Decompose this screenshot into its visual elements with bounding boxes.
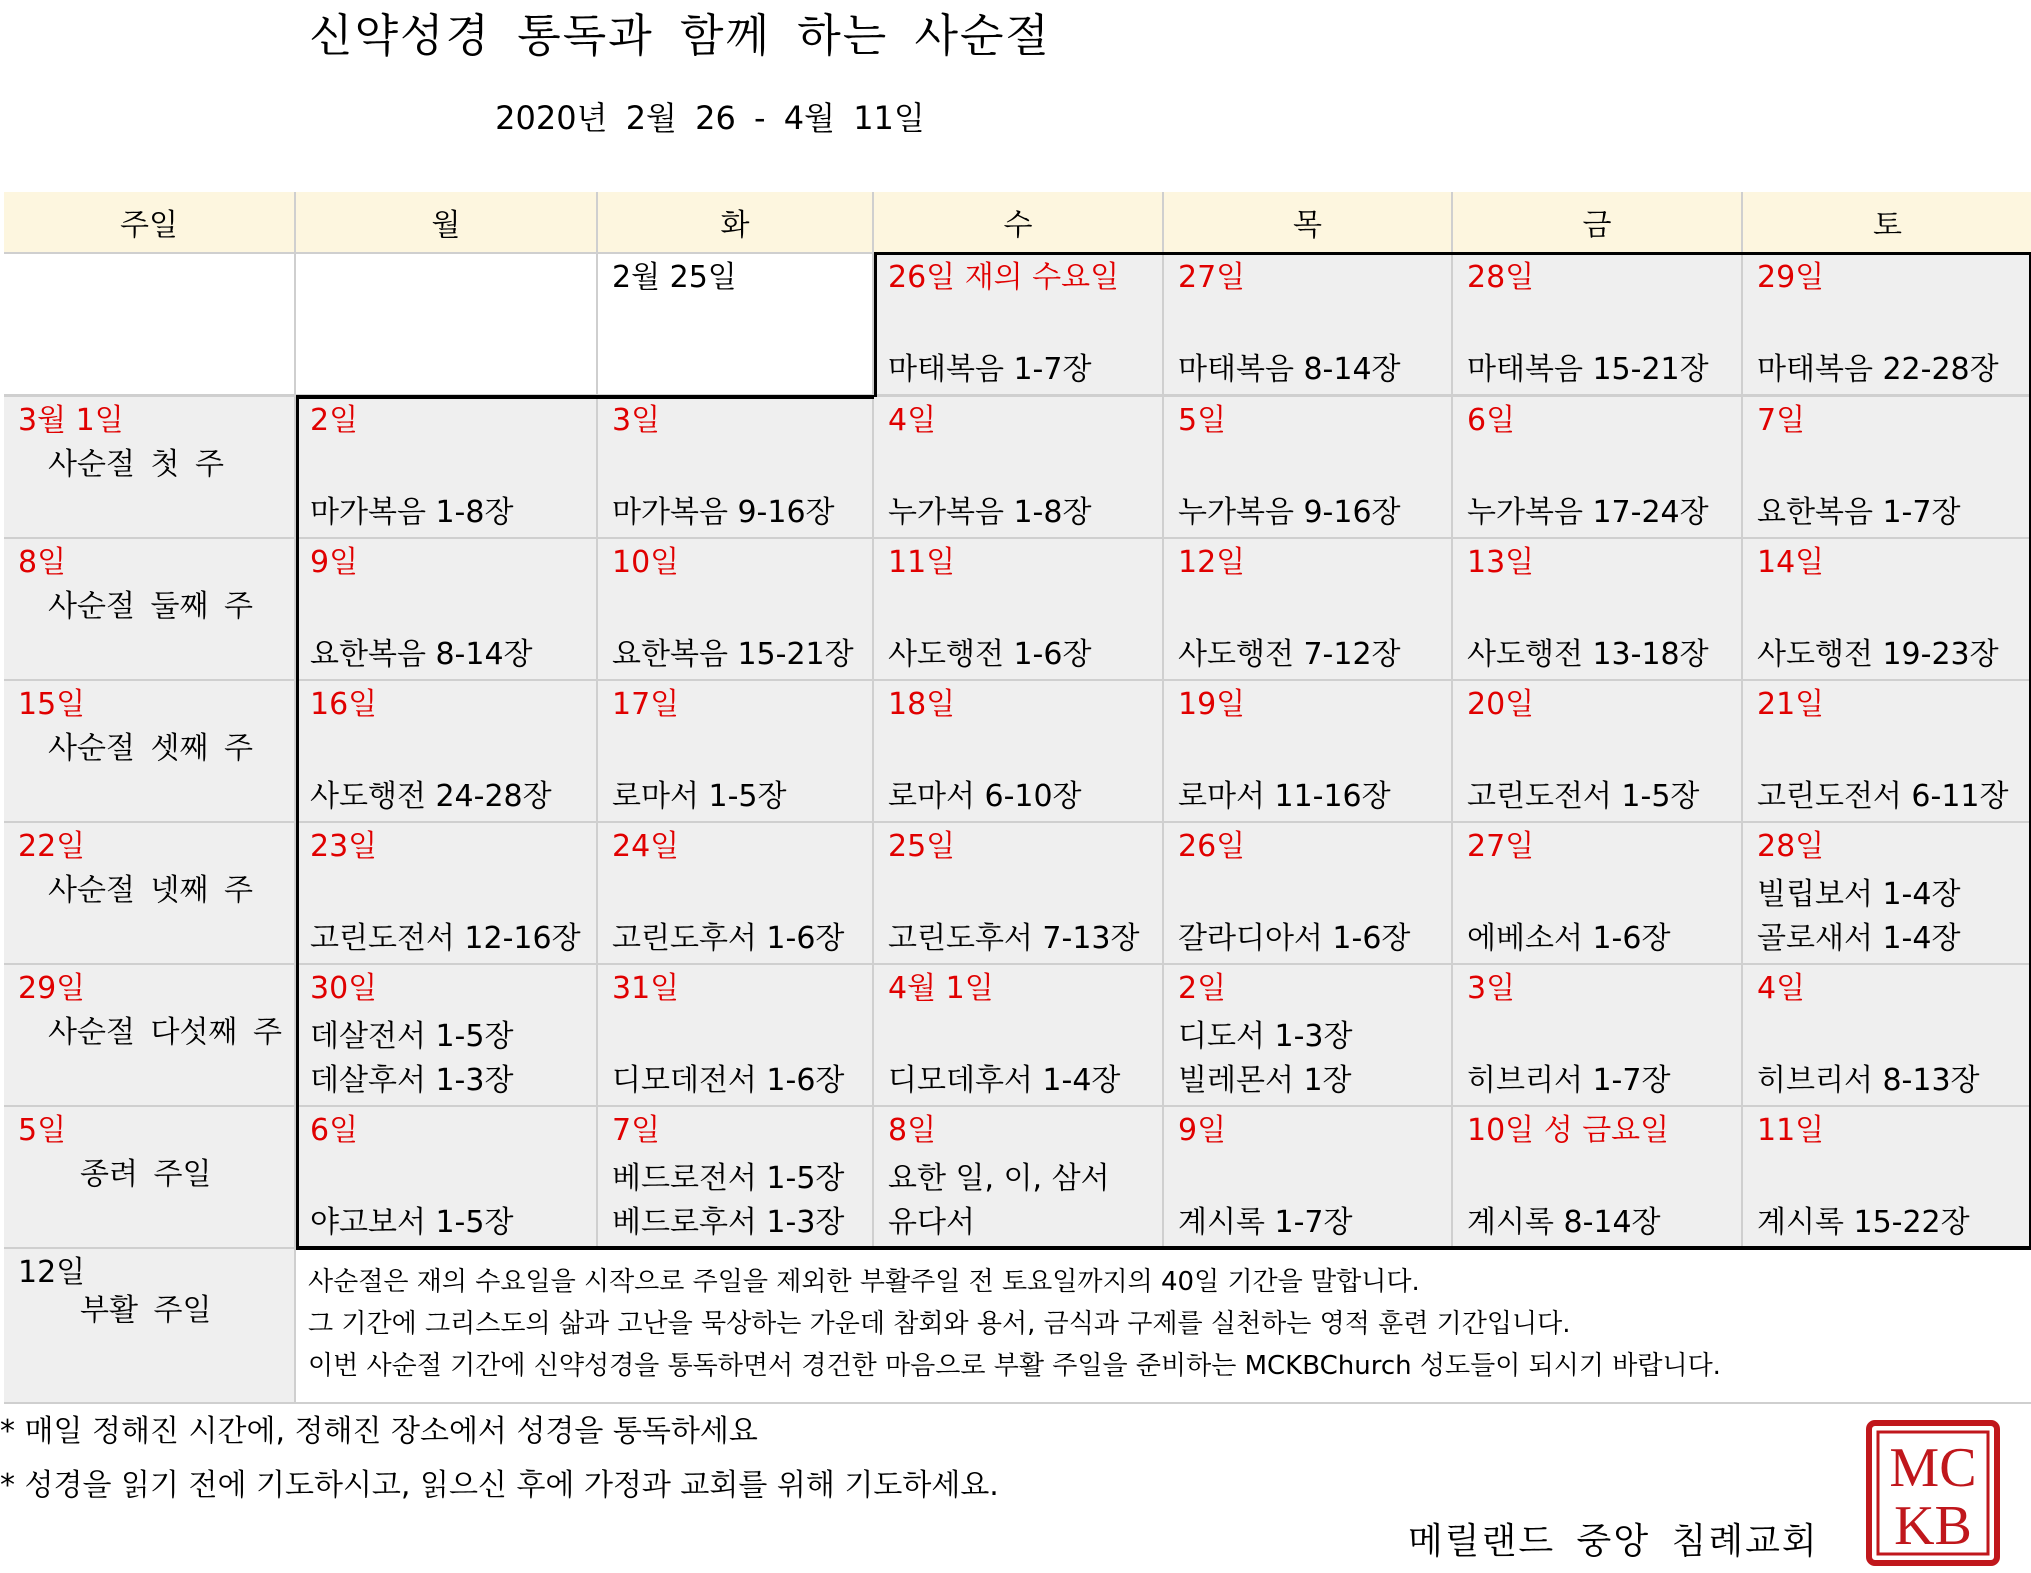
daily-reading xyxy=(888,348,1156,392)
day-cell xyxy=(874,397,1162,537)
day-cell xyxy=(874,823,1162,963)
sunday-cell xyxy=(4,1107,294,1247)
sunday-date: 29일 xyxy=(18,971,86,1006)
day-date: 7일 xyxy=(612,1113,661,1148)
day-date: 6일 xyxy=(1467,403,1516,438)
svg-text:KB: KB xyxy=(1894,1495,1972,1557)
daily-reading xyxy=(888,491,1156,535)
daily-reading xyxy=(888,633,1156,677)
daily-reading xyxy=(1178,348,1445,392)
day-cell xyxy=(874,254,1162,394)
day-cell xyxy=(1743,1107,2031,1247)
reading-line: 베드로후서 1-3장 xyxy=(612,1205,845,1240)
reading-line: 로마서 1-5장 xyxy=(612,779,787,814)
day-date: 26일 xyxy=(1178,829,1246,864)
day-date: 10일 성 금요일 xyxy=(1467,1113,1670,1148)
day-date: 31일 xyxy=(612,971,680,1006)
day-cell xyxy=(1453,681,1741,821)
sunday-date: 22일 xyxy=(18,829,86,864)
reading-line: 고린도전서 6-11장 xyxy=(1757,779,2009,814)
daily-reading xyxy=(1757,1201,2026,1245)
reading-line: 골로새서 1-4장 xyxy=(1757,921,1961,956)
day-date: 26일 재의 수요일 xyxy=(888,260,1120,295)
day-date: 18일 xyxy=(888,687,956,722)
weekday-header: 금 xyxy=(1453,192,1741,252)
daily-reading xyxy=(310,1201,590,1245)
daily-reading xyxy=(1467,1201,1735,1245)
day-date: 12일 xyxy=(1178,545,1246,580)
sunday-cell xyxy=(4,539,294,679)
sunday-date: 3월 1일 xyxy=(18,403,124,438)
daily-reading xyxy=(1178,1015,1445,1103)
daily-reading xyxy=(612,1157,866,1245)
weekday-header: 주일 xyxy=(4,192,294,252)
day-cell xyxy=(1164,681,1451,821)
reading-line: 요한 일, 이, 삼서 xyxy=(888,1161,1110,1196)
day-cell xyxy=(598,254,872,394)
day-date: 27일 xyxy=(1178,260,1246,295)
day-date: 7일 xyxy=(1757,403,1806,438)
day-cell xyxy=(598,823,872,963)
reading-line: 빌립보서 1-4장 xyxy=(1757,877,1961,912)
day-cell xyxy=(598,965,872,1105)
reading-line: 고린도후서 7-13장 xyxy=(888,921,1140,956)
date-range-subtitle: 2020년 2월 26 - 4월 11일 xyxy=(495,99,925,137)
lent-period-border xyxy=(874,252,2031,255)
day-cell xyxy=(296,254,596,394)
day-date: 3일 xyxy=(1467,971,1516,1006)
day-cell xyxy=(296,397,596,537)
reading-line: 로마서 6-10장 xyxy=(888,779,1082,814)
daily-reading xyxy=(888,1157,1156,1245)
sunday-cell xyxy=(4,823,294,963)
day-cell xyxy=(1453,539,1741,679)
day-cell xyxy=(874,965,1162,1105)
lent-period-border xyxy=(874,254,877,397)
reading-line: 계시록 15-22장 xyxy=(1757,1205,1970,1240)
day-cell xyxy=(1453,397,1741,537)
daily-reading xyxy=(310,633,590,677)
day-date: 9일 xyxy=(1178,1113,1227,1148)
day-date: 17일 xyxy=(612,687,680,722)
footnote-1: * 매일 정해진 시간에, 정해진 장소에서 성경을 통독하세요 xyxy=(0,1414,758,1449)
day-cell xyxy=(598,539,872,679)
reading-line: 디모데전서 1-6장 xyxy=(612,1063,845,1098)
reading-line: 사도행전 19-23장 xyxy=(1757,637,1999,672)
day-date: 3일 xyxy=(612,403,661,438)
daily-reading xyxy=(1757,775,2026,819)
day-date: 24일 xyxy=(612,829,680,864)
weekday-header: 수 xyxy=(874,192,1162,252)
church-name: 메릴랜드 중앙 침례교회 xyxy=(1408,1521,1819,1562)
reading-line: 마태복음 8-14장 xyxy=(1178,352,1401,387)
reading-line: 히브리서 8-13장 xyxy=(1757,1063,1980,1098)
reading-line: 요한복음 8-14장 xyxy=(310,637,533,672)
day-cell xyxy=(296,681,596,821)
day-cell xyxy=(1743,681,2031,821)
day-date: 25일 xyxy=(888,829,956,864)
day-cell xyxy=(1164,965,1451,1105)
week-label: 사순절 다섯째 주 xyxy=(48,1015,282,1050)
description-line: 사순절은 재의 수요일을 시작으로 주일을 제외한 부활주일 전 토요일까지의 40일 기간을 말합니다. xyxy=(308,1267,1420,1297)
reading-line: 디모데후서 1-4장 xyxy=(888,1063,1121,1098)
lent-period-border xyxy=(296,395,874,399)
day-date: 13일 xyxy=(1467,545,1535,580)
day-cell xyxy=(874,681,1162,821)
daily-reading xyxy=(1467,775,1735,819)
svg-text:MC: MC xyxy=(1889,1437,1977,1499)
daily-reading xyxy=(612,917,866,961)
sunday-cell xyxy=(4,397,294,537)
day-cell xyxy=(1164,539,1451,679)
daily-reading xyxy=(1178,917,1445,961)
reading-line: 마가복음 9-16장 xyxy=(612,495,835,530)
day-date: 28일 xyxy=(1467,260,1535,295)
daily-reading xyxy=(1178,491,1445,535)
day-cell xyxy=(296,823,596,963)
day-cell xyxy=(1164,397,1451,537)
day-cell xyxy=(1743,254,2031,394)
day-date: 21일 xyxy=(1757,687,1825,722)
reading-line: 누가복음 1-8장 xyxy=(888,495,1092,530)
day-date: 5일 xyxy=(1178,403,1227,438)
day-date: 2일 xyxy=(310,403,359,438)
weekday-header: 토 xyxy=(1743,192,2031,252)
reading-line: 빌레몬서 1장 xyxy=(1178,1063,1352,1098)
day-cell xyxy=(598,1107,872,1247)
day-date: 23일 xyxy=(310,829,378,864)
daily-reading xyxy=(1178,633,1445,677)
reading-line: 누가복음 9-16장 xyxy=(1178,495,1401,530)
reading-line: 계시록 1-7장 xyxy=(1178,1205,1353,1240)
day-date: 11일 xyxy=(1757,1113,1825,1148)
day-cell xyxy=(1743,539,2031,679)
daily-reading xyxy=(888,917,1156,961)
easter-label: 부활 주일 xyxy=(80,1293,212,1328)
reading-line: 마태복음 1-7장 xyxy=(888,352,1092,387)
easter-date: 12일 xyxy=(18,1255,86,1290)
day-cell xyxy=(1453,254,1741,394)
day-cell xyxy=(598,397,872,537)
day-date: 4일 xyxy=(1757,971,1806,1006)
reading-line: 계시록 8-14장 xyxy=(1467,1205,1661,1240)
day-cell xyxy=(1453,1107,1741,1247)
reading-line: 사도행전 1-6장 xyxy=(888,637,1092,672)
reading-line: 히브리서 1-7장 xyxy=(1467,1063,1671,1098)
daily-reading xyxy=(612,775,866,819)
reading-line: 사도행전 7-12장 xyxy=(1178,637,1401,672)
daily-reading xyxy=(888,1059,1156,1103)
day-cell xyxy=(1164,254,1451,394)
reading-line: 고린도전서 12-16장 xyxy=(310,921,581,956)
daily-reading xyxy=(1467,917,1735,961)
reading-line: 마태복음 15-21장 xyxy=(1467,352,1709,387)
day-date: 2일 xyxy=(1178,971,1227,1006)
daily-reading xyxy=(310,917,590,961)
reading-line: 마가복음 1-8장 xyxy=(310,495,514,530)
daily-reading xyxy=(310,491,590,535)
lent-description xyxy=(296,1249,2031,1402)
reading-line: 로마서 11-16장 xyxy=(1178,779,1391,814)
day-date: 4일 xyxy=(888,403,937,438)
day-date: 28일 xyxy=(1757,829,1825,864)
daily-reading xyxy=(1178,1201,1445,1245)
day-date: 8일 xyxy=(888,1113,937,1148)
reading-line: 데살전서 1-5장 xyxy=(310,1019,514,1054)
day-date: 4월 1일 xyxy=(888,971,994,1006)
day-cell xyxy=(1743,823,2031,963)
day-cell xyxy=(296,965,596,1105)
daily-reading xyxy=(1757,633,2026,677)
day-date: 11일 xyxy=(888,545,956,580)
daily-reading xyxy=(1757,873,2026,961)
daily-reading xyxy=(888,775,1156,819)
day-date: 9일 xyxy=(310,545,359,580)
reading-line: 요한복음 15-21장 xyxy=(612,637,854,672)
daily-reading xyxy=(612,633,866,677)
reading-line: 고린도전서 1-5장 xyxy=(1467,779,1700,814)
description-line: 그 기간에 그리스도의 삶과 고난을 묵상하는 가운데 참회와 용서, 금식과 구제를 실천하는 영적 훈련 기간입니다. xyxy=(308,1309,1571,1339)
day-date: 14일 xyxy=(1757,545,1825,580)
day-date: 16일 xyxy=(310,687,378,722)
reading-line: 마태복음 22-28장 xyxy=(1757,352,1999,387)
lent-period-border xyxy=(296,1246,2031,1250)
day-cell xyxy=(1743,965,2031,1105)
lent-period-border xyxy=(296,395,299,1247)
sunday-date: 5일 xyxy=(18,1113,67,1148)
day-cell xyxy=(1743,397,2031,537)
day-cell xyxy=(1453,823,1741,963)
daily-reading xyxy=(310,775,590,819)
reading-line: 사도행전 13-18장 xyxy=(1467,637,1709,672)
reading-line: 야고보서 1-5장 xyxy=(310,1205,514,1240)
daily-reading xyxy=(1467,491,1735,535)
daily-reading xyxy=(1757,491,2026,535)
daily-reading xyxy=(1467,348,1735,392)
daily-reading xyxy=(1757,1059,2026,1103)
reading-line: 사도행전 24-28장 xyxy=(310,779,552,814)
day-date: 10일 xyxy=(612,545,680,580)
day-cell xyxy=(874,539,1162,679)
reading-line: 베드로전서 1-5장 xyxy=(612,1161,845,1196)
day-cell xyxy=(598,681,872,821)
day-cell xyxy=(874,1107,1162,1247)
day-date: 2월 25일 xyxy=(612,260,737,295)
week-label: 종려 주일 xyxy=(80,1157,212,1192)
daily-reading xyxy=(310,1015,590,1103)
day-date: 19일 xyxy=(1178,687,1246,722)
sunday-date: 8일 xyxy=(18,545,67,580)
day-cell xyxy=(1164,1107,1451,1247)
day-date: 27일 xyxy=(1467,829,1535,864)
day-cell xyxy=(1453,965,1741,1105)
week-label: 사순절 첫 주 xyxy=(48,447,224,482)
easter-sunday-cell xyxy=(4,1249,294,1402)
daily-reading xyxy=(1178,775,1445,819)
reading-line: 누가복음 17-24장 xyxy=(1467,495,1709,530)
day-date: 29일 xyxy=(1757,260,1825,295)
page-title: 신약성경 통독과 함께 하는 사순절 xyxy=(309,9,1051,62)
sunday-date: 15일 xyxy=(18,687,86,722)
description-line: 이번 사순절 기간에 신약성경을 통독하면서 경건한 마음으로 부활 주일을 준비하는 MCKBChurch 성도들이 되시기 바랍니다. xyxy=(308,1351,1721,1381)
daily-reading xyxy=(612,1059,866,1103)
weekday-header: 월 xyxy=(296,192,596,252)
reading-line: 디도서 1-3장 xyxy=(1178,1019,1353,1054)
sunday-cell xyxy=(4,254,294,394)
reading-line: 갈라디아서 1-6장 xyxy=(1178,921,1411,956)
day-cell xyxy=(296,539,596,679)
reading-line: 데살후서 1-3장 xyxy=(310,1063,514,1098)
week-label: 사순절 둘째 주 xyxy=(48,589,253,624)
daily-reading xyxy=(1757,348,2026,392)
reading-line: 고린도후서 1-6장 xyxy=(612,921,845,956)
reading-line: 유다서 xyxy=(888,1205,975,1240)
weekday-header: 목 xyxy=(1164,192,1451,252)
daily-reading xyxy=(612,491,866,535)
sunday-cell xyxy=(4,965,294,1105)
day-date: 20일 xyxy=(1467,687,1535,722)
daily-reading xyxy=(1467,1059,1735,1103)
week-label: 사순절 셋째 주 xyxy=(48,731,253,766)
daily-reading xyxy=(1467,633,1735,677)
day-cell xyxy=(296,1107,596,1247)
lent-calendar-grid xyxy=(4,192,2031,1404)
day-cell xyxy=(1164,823,1451,963)
reading-line: 요한복음 1-7장 xyxy=(1757,495,1961,530)
day-date: 6일 xyxy=(310,1113,359,1148)
sunday-cell xyxy=(4,681,294,821)
day-date: 30일 xyxy=(310,971,378,1006)
footnote-2: * 성경을 읽기 전에 기도하시고, 읽으신 후에 가정과 교회를 위해 기도하세요. xyxy=(0,1468,999,1503)
week-label: 사순절 넷째 주 xyxy=(48,873,253,908)
weekday-header: 화 xyxy=(598,192,872,252)
mckb-seal-logo xyxy=(1866,1420,2000,1566)
reading-line: 에베소서 1-6장 xyxy=(1467,921,1671,956)
